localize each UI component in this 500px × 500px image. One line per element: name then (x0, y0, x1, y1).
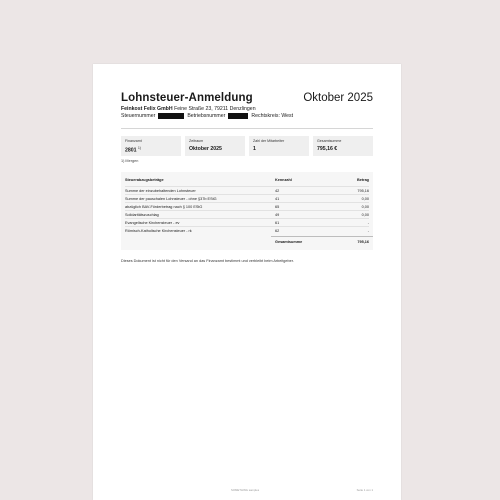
header-code: Kennzahl (275, 177, 292, 182)
total-value: 795,16 (357, 239, 369, 244)
document-page (93, 64, 401, 500)
tax-number-redacted (158, 113, 184, 119)
table-row: Evangelische Kirchensteuer - ev 61 - (125, 218, 369, 226)
card-label: Zeitraum (189, 139, 204, 143)
card-value: Oktober 2025 (189, 146, 222, 152)
table-row: Summe der pauschalen Lohnsteuer - ohne §37b EStG 41 0,00 (125, 194, 369, 202)
document-title: Lohnsteuer-Anmeldung (121, 92, 253, 104)
company-address: Feine Straße 23, 79211 Denzlingen (174, 106, 256, 112)
card-label: Finanzamt (125, 139, 142, 143)
footer-right: Seite 1 von 1 (356, 488, 373, 492)
company-name: Feinkost Felix GmbH (121, 106, 173, 112)
legal-circle: Rechtskreis: West (251, 113, 294, 119)
table-total (125, 238, 369, 245)
card-period (185, 136, 245, 156)
card-label: Gesamtsumme (317, 139, 342, 143)
tax-number-label: Steuernummer (121, 113, 156, 119)
table-row: Römisch-Katholische Kirchensteuer - rk 62 - (125, 226, 369, 234)
header-divider (121, 128, 373, 129)
card-value: 2801 $^{1)}$ (125, 146, 141, 154)
operating-number-label: Betriebsnummer (187, 113, 226, 119)
footer-left: SOMETHING samples (231, 488, 260, 492)
card-value: 1 (253, 146, 256, 152)
header-amount: Betrag (356, 177, 369, 182)
card-tax-office (121, 136, 181, 156)
identifier-line (121, 113, 293, 119)
table-row: Summe der einzubehaltenden Lohnsteuer 42 795,16 (125, 186, 369, 194)
header-name: Steuerabzugsbeträge (125, 177, 164, 182)
card-total (313, 136, 373, 156)
company-line (121, 106, 256, 112)
table-row: abzüglich BAV-Förderbetrag nach § 100 EStG 65 0,00 (125, 202, 369, 210)
document-period: Oktober 2025 (303, 92, 373, 104)
table-row: Solidaritätszuschlag 49 0,00 (125, 210, 369, 218)
total-label: Gesamtsumme (275, 239, 303, 244)
card-employees (249, 136, 309, 156)
card-label: Zahl der Mitarbeiter (253, 139, 285, 143)
card-value: 795,16 € (317, 146, 338, 152)
summary-cards (121, 136, 373, 156)
disclaimer-note: Dieses Dokument ist nicht für den Versand an das Finanzamt bestimmt und verbleibt beim Arbeitgeber. (121, 259, 294, 263)
footnote: 1) Mergen (121, 159, 139, 163)
table-header (125, 176, 369, 183)
operating-number-redacted (228, 113, 248, 119)
tax-table (121, 172, 373, 250)
total-divider (271, 236, 373, 237)
